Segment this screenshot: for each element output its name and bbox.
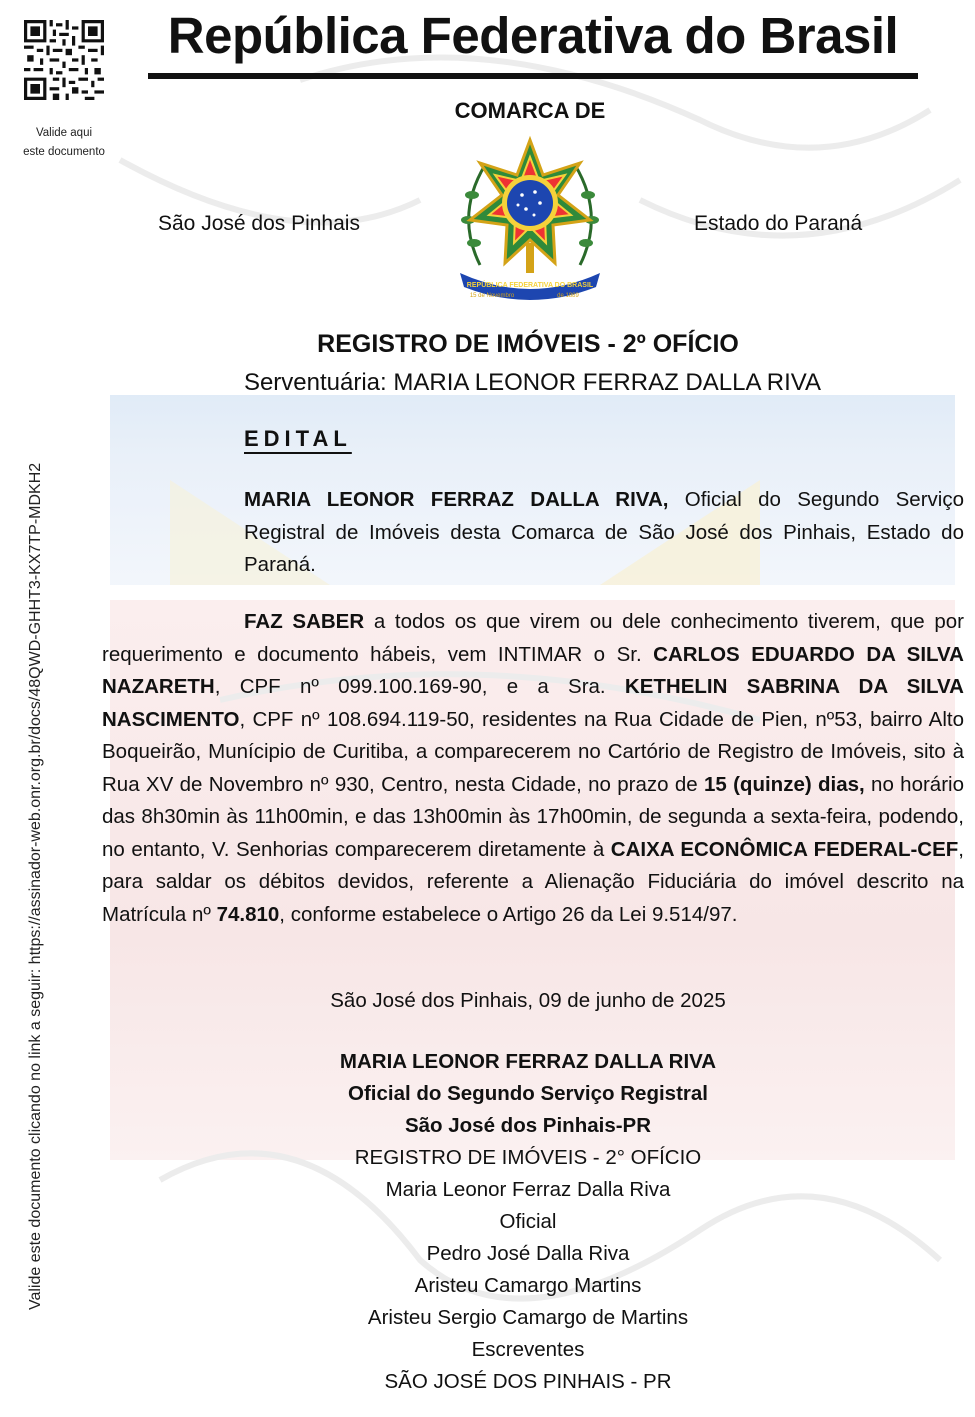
intimated-name-2: KETHELIN SABRINA DA SILVA NASCIMENTO	[102, 675, 964, 731]
deadline: 15 (quinze) dias,	[703, 772, 865, 796]
date-line: São José dos Pinhais, 09 de junho de 2025	[330, 989, 726, 1012]
bank-name: CAIXA ECONÔMICA FEDERAL-CEF	[610, 837, 959, 861]
edital-heading: EDITAL	[244, 426, 352, 451]
intimated-name-1: CARLOS EDUARDO DA SILVA NAZARETH	[102, 642, 964, 698]
edital-intro	[244, 484, 964, 582]
official-name: MARIA LEONOR FERRAZ DALLA RIVA,	[244, 488, 669, 511]
qr-caption-line2: este documento	[23, 146, 105, 158]
stamp-line: Aristeu Sergio Camargo de Martins	[367, 1306, 689, 1329]
qr-caption-line1: Valide aqui	[35, 127, 93, 139]
coat-of-arms-emblem	[450, 135, 610, 305]
faz-saber: FAZ SABER	[244, 610, 365, 633]
signer-role: Oficial do Segundo Serviço Registral	[348, 1082, 708, 1105]
body-text-6: , conforme estabelece o Artigo 26 da Lei 9.514/97.	[279, 902, 738, 926]
body-text-2: , CPF nº 099.100.169-90, e a Sra.	[214, 675, 625, 698]
serventuaria-line: Serventuária: MARIA LEONOR FERRAZ DALLA RIVA	[243, 369, 822, 396]
coat-of-arms-date-left: 15 de Novembro	[469, 293, 515, 299]
qr-code[interactable]	[24, 20, 104, 100]
stamp-line: REGISTRO DE IMÓVEIS - 2° OFÍCIO	[354, 1146, 702, 1169]
body-text-5: , para saldar os débitos devidos, referente a Alienação Fiduciária do imóvel descrito na Matrícula nº	[102, 837, 964, 926]
registry-title: REGISTRO DE IMÓVEIS - 2º OFÍCIO	[317, 330, 739, 358]
coat-of-arms-date-right: de 1889	[557, 293, 579, 299]
qr-caption	[14, 124, 114, 162]
stamp-line: Maria Leonor Ferraz Dalla Riva	[385, 1178, 671, 1201]
side-validation-link[interactable]: Valide este documento clicando no link a seguir: https://assinador-web.onr.org.br/docs/48QWD-GHHT3-KX7TP-MDKH2	[27, 462, 44, 1310]
intro-text: Oficial do Segundo Serviço Registral de Imóveis desta Comarca de São José dos Pinhais, Estado do Paraná.	[244, 488, 964, 576]
title-underline	[148, 73, 918, 79]
body-text-3: , CPF nº 108.694.119-50, residentes na Rua Cidade de Pien, nº53, bairro Alto Boqueirão, Munícipio de Curitiba, a comparecerem no Cartório de Registro de Imóveis, sito à Rua XV de Novembro nº 930, Centro, nesta Cidade, no prazo de	[102, 707, 964, 796]
matricula-number: 74.810	[216, 902, 280, 926]
stamp-line: Aristeu Camargo Martins	[414, 1274, 642, 1297]
stamp-line: Escreventes	[471, 1338, 585, 1361]
stamp-line: Pedro José Dalla Riva	[426, 1242, 630, 1265]
edital-body	[102, 606, 964, 931]
signer-name: MARIA LEONOR FERRAZ DALLA RIVA	[339, 1050, 717, 1073]
comarca-label: COMARCA DE	[454, 98, 606, 123]
signer-place: São José dos Pinhais-PR	[404, 1114, 652, 1137]
stamp-line: SÃO JOSÉ DOS PINHAIS - PR	[384, 1370, 672, 1393]
coat-of-arms-label: REPÚBLICA FEDERATIVA DO BRASIL	[466, 282, 594, 289]
page-title: República Federativa do Brasil	[167, 7, 899, 64]
state-name: Estado do Paraná	[694, 212, 863, 235]
city-name: São José dos Pinhais	[158, 212, 360, 235]
body-text-1: a todos os que virem ou dele conhecimento tiverem, que por requerimento e documento hábeis, vem INTIMAR o Sr.	[102, 610, 964, 666]
stamp-line: Oficial	[499, 1210, 557, 1233]
body-text-4: no horário das 8h30min às 11h00min, e das 13h00min às 17h00min, de segunda a sexta-feira, podendo, no entanto, V. Senhorias comparecerem diretamente à	[102, 772, 964, 861]
